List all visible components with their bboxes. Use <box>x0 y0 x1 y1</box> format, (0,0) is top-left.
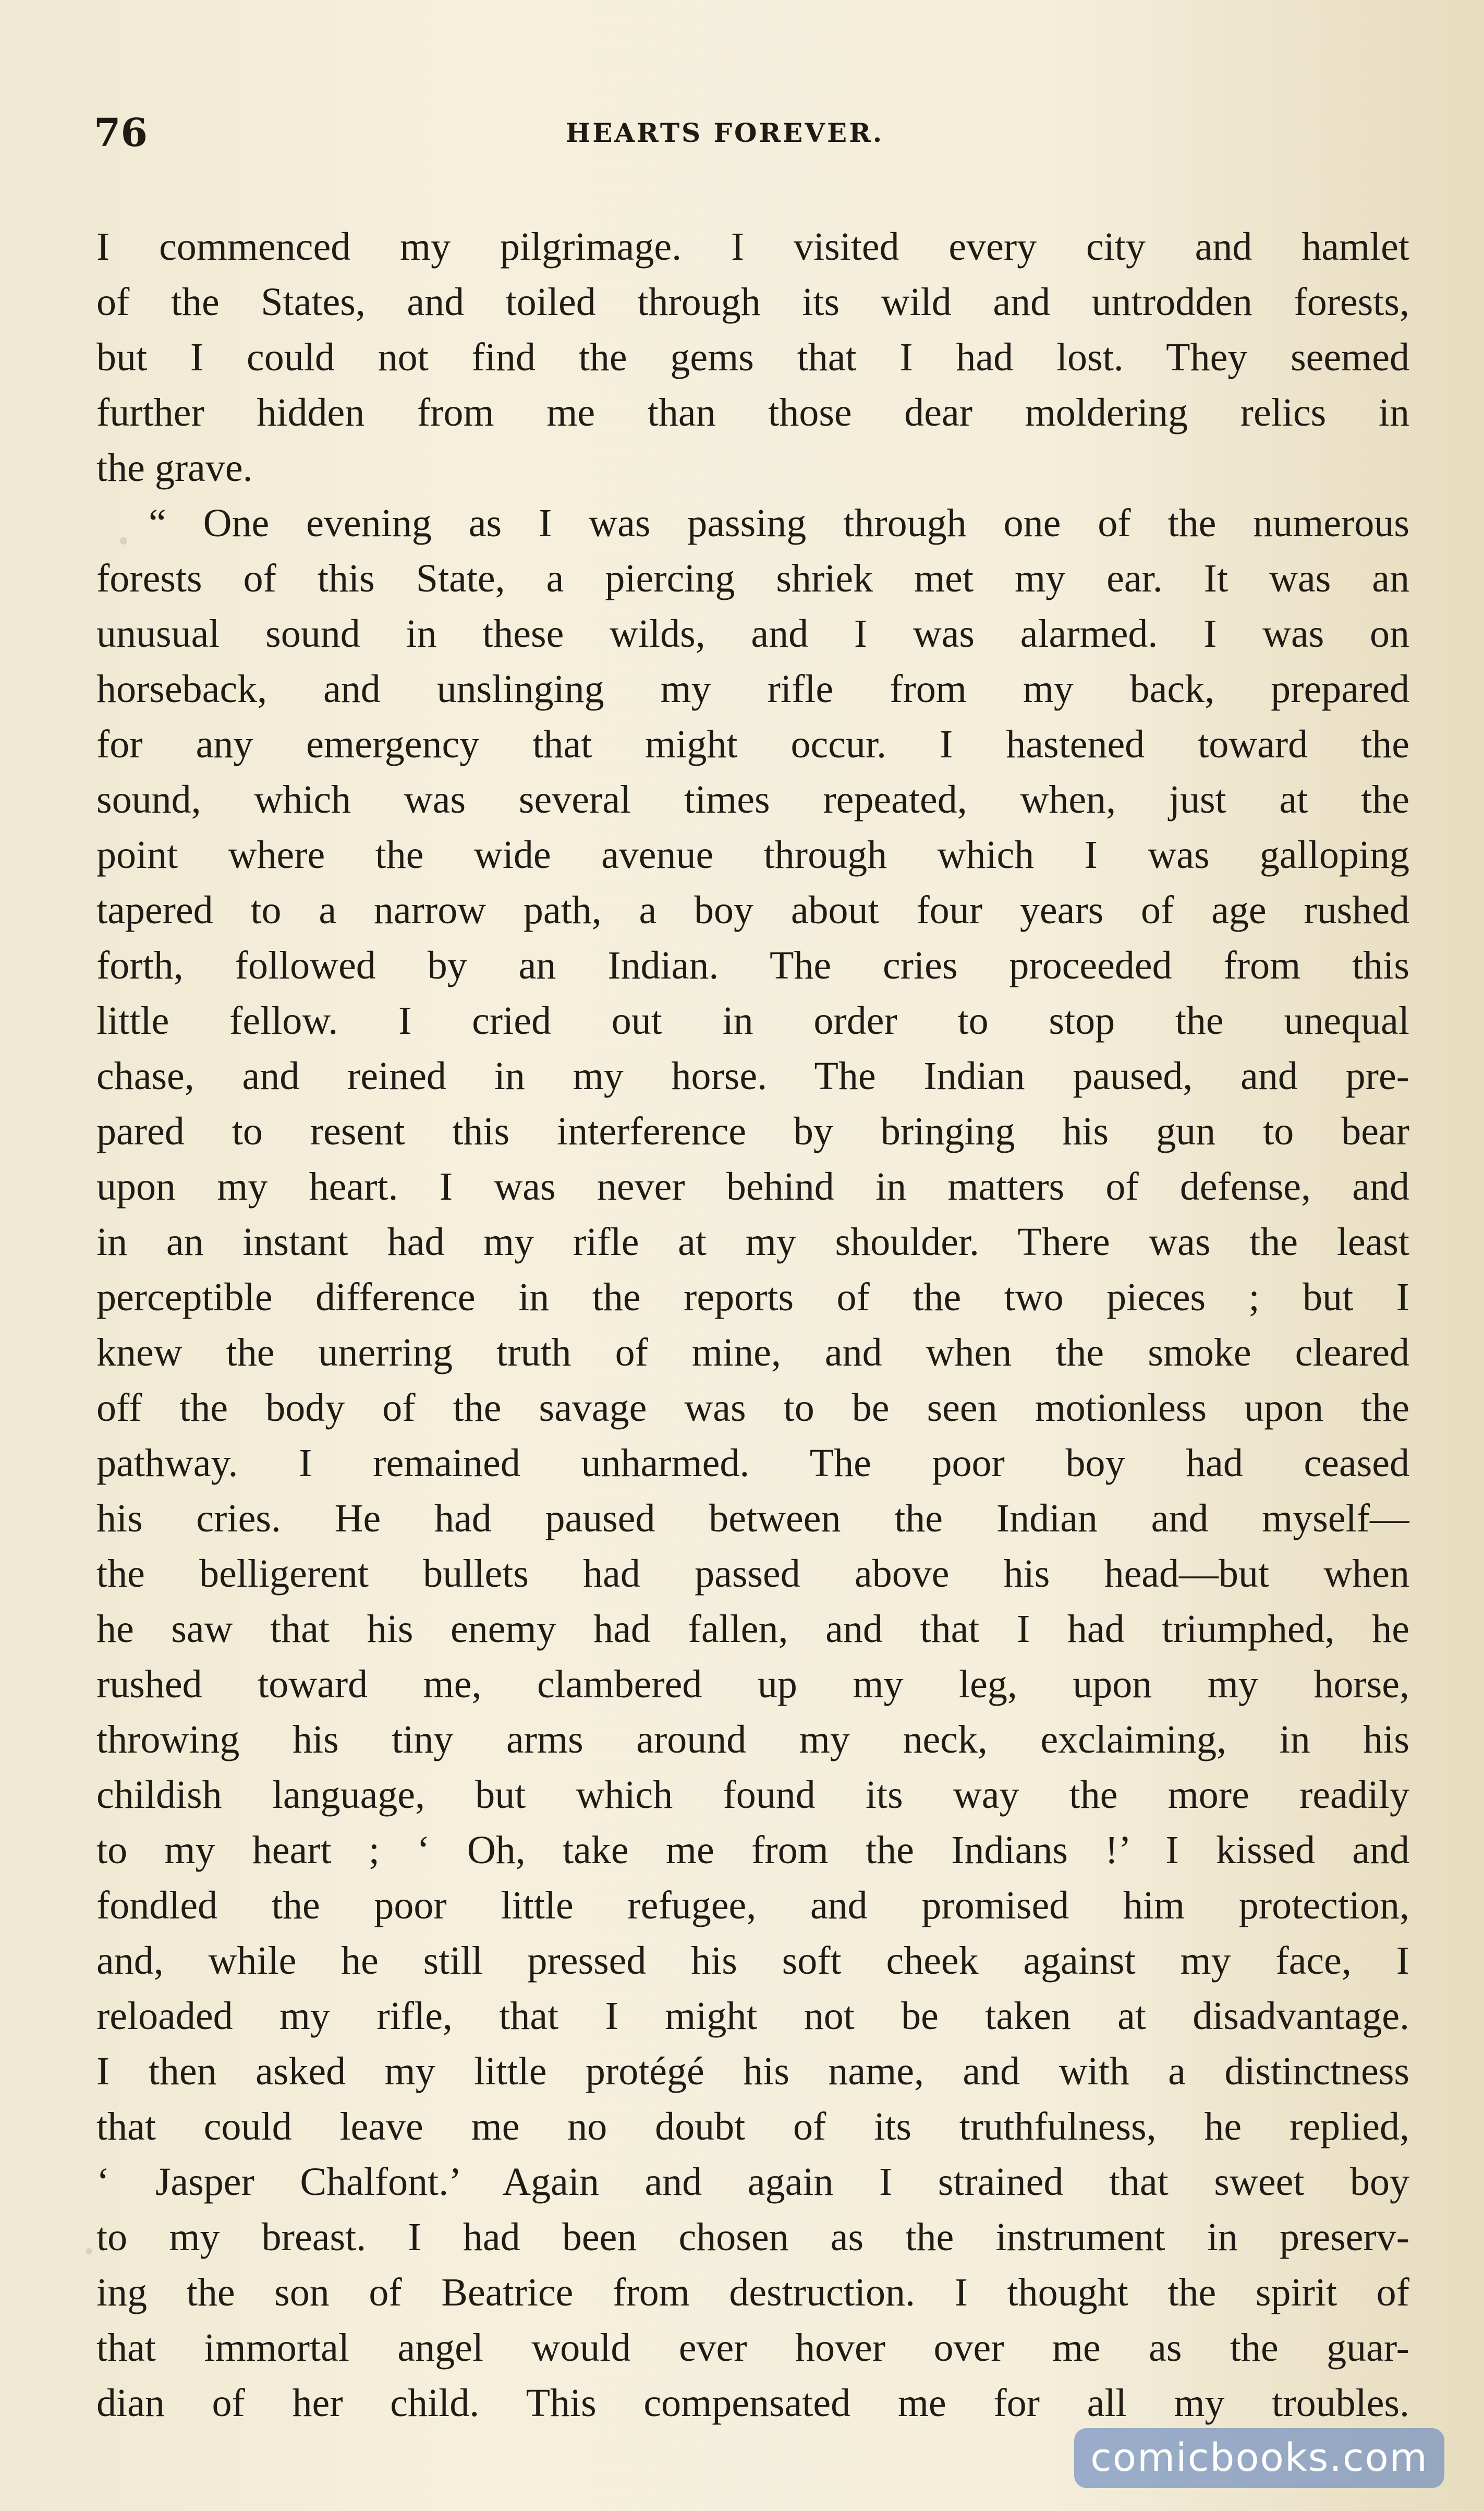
text-line: sound, which was several times repeated, when, just at the <box>96 778 1409 822</box>
text-line: the grave. <box>96 446 253 490</box>
text-line: forth, followed by an Indian. The cries proceeded from this <box>96 944 1409 987</box>
running-head: HEARTS FOREVER. <box>566 117 884 148</box>
text-line: horseback, and unslinging my rifle from my back, prepared <box>96 667 1409 711</box>
text-line: that immortal angel would ever hover over me as the guar- <box>96 2326 1409 2370</box>
text-line: point where the wide avenue through which I was galloping <box>96 833 1409 877</box>
text-line: off the body of the savage was to be seen motionless upon the <box>96 1386 1409 1430</box>
body-text <box>96 219 1409 2431</box>
text-line: I commenced my pilgrimage. I visited every city and hamlet <box>96 225 1409 269</box>
page-number: 76 <box>94 111 148 155</box>
text-line: ing the son of Beatrice from destruction. I thought the spirit of <box>96 2271 1409 2314</box>
text-line: little fellow. I cried out in order to stop the unequal <box>96 999 1409 1043</box>
paper-spot <box>86 2248 92 2254</box>
text-line: fondled the poor little refugee, and promised him protection, <box>96 1884 1409 1927</box>
text-line: for any emergency that might occur. I hastened toward the <box>96 722 1409 766</box>
text-line: tapered to a narrow path, a boy about four years of age rushed <box>96 888 1409 932</box>
page-header <box>94 104 1408 162</box>
text-line: rushed toward me, clambered up my leg, upon my horse, <box>96 1662 1409 1706</box>
text-line: reloaded my rifle, that I might not be taken at disadvantage. <box>96 1994 1409 2038</box>
text-line: the belligerent bullets had passed above his head—but when <box>96 1552 1409 1596</box>
watermark-badge: comicbooks.com <box>1074 2428 1444 2488</box>
text-line: and, while he still pressed his soft cheek against my face, I <box>96 1939 1409 1983</box>
text-line: pathway. I remained unharmed. The poor boy had ceased <box>96 1441 1409 1485</box>
text-line: in an instant had my rifle at my shoulder. There was the least <box>96 1220 1409 1264</box>
text-line: that could leave me no doubt of its truthfulness, he replied, <box>96 2105 1409 2148</box>
text-line: throwing his tiny arms around my neck, exclaiming, in his <box>96 1718 1409 1761</box>
text-line: perceptible difference in the reports of the two pieces ; but I <box>96 1275 1409 1319</box>
text-line: but I could not find the gems that I had lost. They seemed <box>96 335 1409 379</box>
text-line: he saw that his enemy had fallen, and that I had triumphed, he <box>96 1607 1409 1651</box>
text-line: “ One evening as I was passing through one of the numerous <box>149 501 1409 545</box>
text-line: pared to resent this interference by bringing his gun to bear <box>96 1109 1409 1153</box>
text-line: forests of this State, a piercing shriek met my ear. It was an <box>96 557 1409 600</box>
text-line: of the States, and toiled through its wild and untrodden forests, <box>96 280 1409 324</box>
text-line: unusual sound in these wilds, and I was alarmed. I was on <box>96 612 1409 656</box>
text-line: dian of her child. This compensated me for all my troubles. <box>96 2381 1409 2425</box>
text-line: upon my heart. I was never behind in matters of defense, and <box>96 1165 1409 1209</box>
text-line: to my breast. I had been chosen as the instrument in preserv- <box>96 2215 1409 2259</box>
text-line: I then asked my little protégé his name, and with a distinctness <box>96 2049 1409 2093</box>
text-line: chase, and reined in my horse. The Indian paused, and pre- <box>96 1054 1409 1098</box>
text-line: knew the unerring truth of mine, and when the smoke cleared <box>96 1331 1409 1374</box>
text-line: ‘ Jasper Chalfont.’ Again and again I strained that sweet boy <box>96 2160 1409 2204</box>
text-line: his cries. He had paused between the Indian and myself— <box>96 1496 1409 1540</box>
text-line: further hidden from me than those dear moldering relics in <box>96 391 1409 434</box>
text-line: to my heart ; ‘ Oh, take me from the Indians !’ I kissed and <box>96 1828 1409 1872</box>
text-line: childish language, but which found its way the more readily <box>96 1773 1409 1817</box>
